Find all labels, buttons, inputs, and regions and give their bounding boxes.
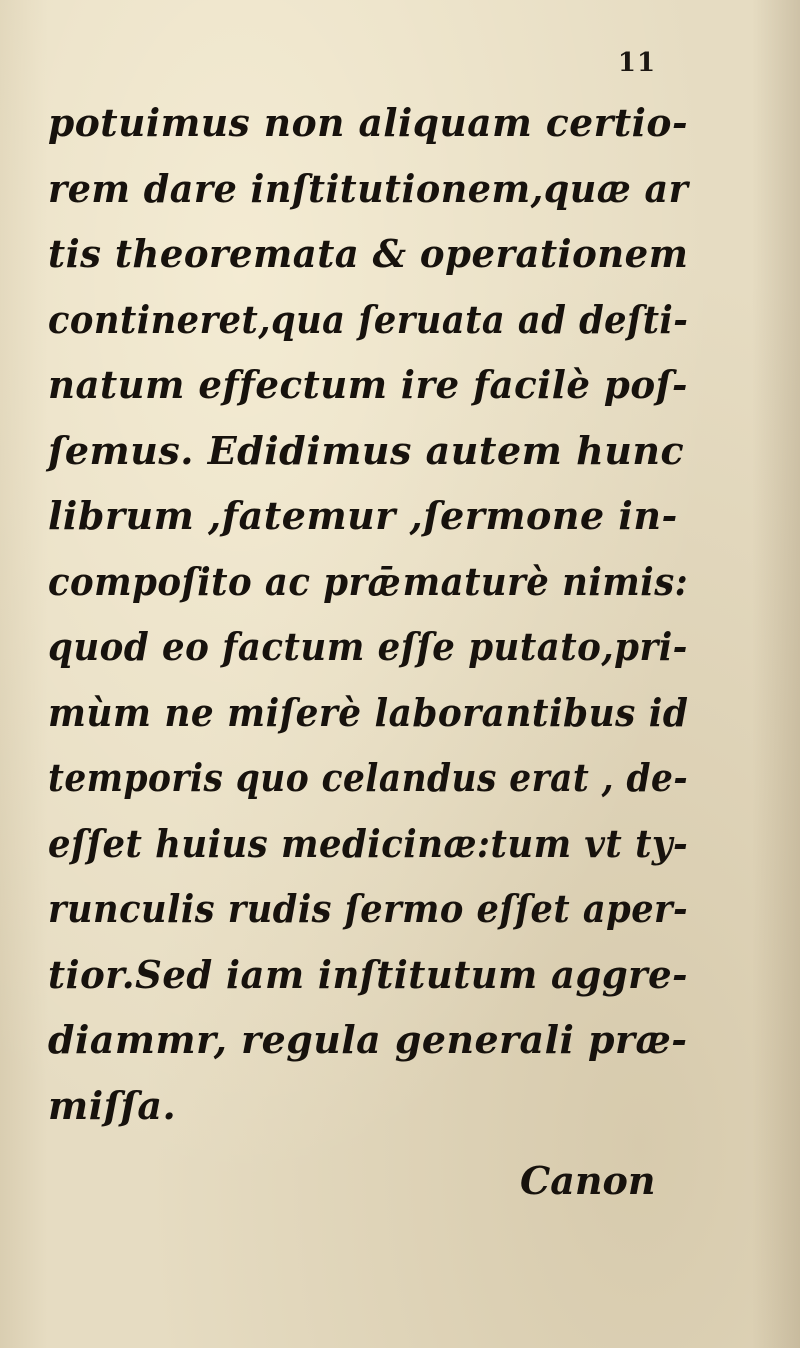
text-line: mùm ne miſerè laborantibus id	[48, 689, 689, 735]
text-line: tis theoremata & operationem	[48, 231, 689, 276]
body-text	[48, 90, 688, 1138]
text-line: contineret,qua ſeruata ad deſti-	[48, 296, 689, 342]
text-line: miſſa.	[48, 1082, 177, 1128]
text-line: runculis rudis ſermo eſſet aper-	[48, 886, 689, 931]
text-line: quod eo factum eſſe putato,pri-	[48, 624, 688, 669]
text-line: eſſet huius medicinæ:tum vt ty-	[48, 820, 689, 866]
text-line: compoſito ac prǣmaturè nimis:	[48, 558, 689, 604]
text-line: rem dare inſtitutionem,quæ ar	[48, 165, 689, 211]
text-line: potuimus non aliquam certio-	[48, 100, 689, 145]
text-line: librum ,fatemur ,ſermone in-	[48, 493, 678, 538]
text-line: natum effectum ire facilè poſ-	[48, 362, 688, 407]
text-line: ſemus. Edidimus autem hunc	[48, 427, 685, 473]
page-number: 11	[617, 48, 657, 78]
catchword: Canon	[520, 1158, 656, 1203]
text-line: tior.Sed iam inſtitutum aggre-	[48, 951, 688, 997]
text-line: diammr, regula generali præ-	[48, 1017, 688, 1062]
text-line: temporis quo celandus erat , de-	[48, 755, 689, 800]
